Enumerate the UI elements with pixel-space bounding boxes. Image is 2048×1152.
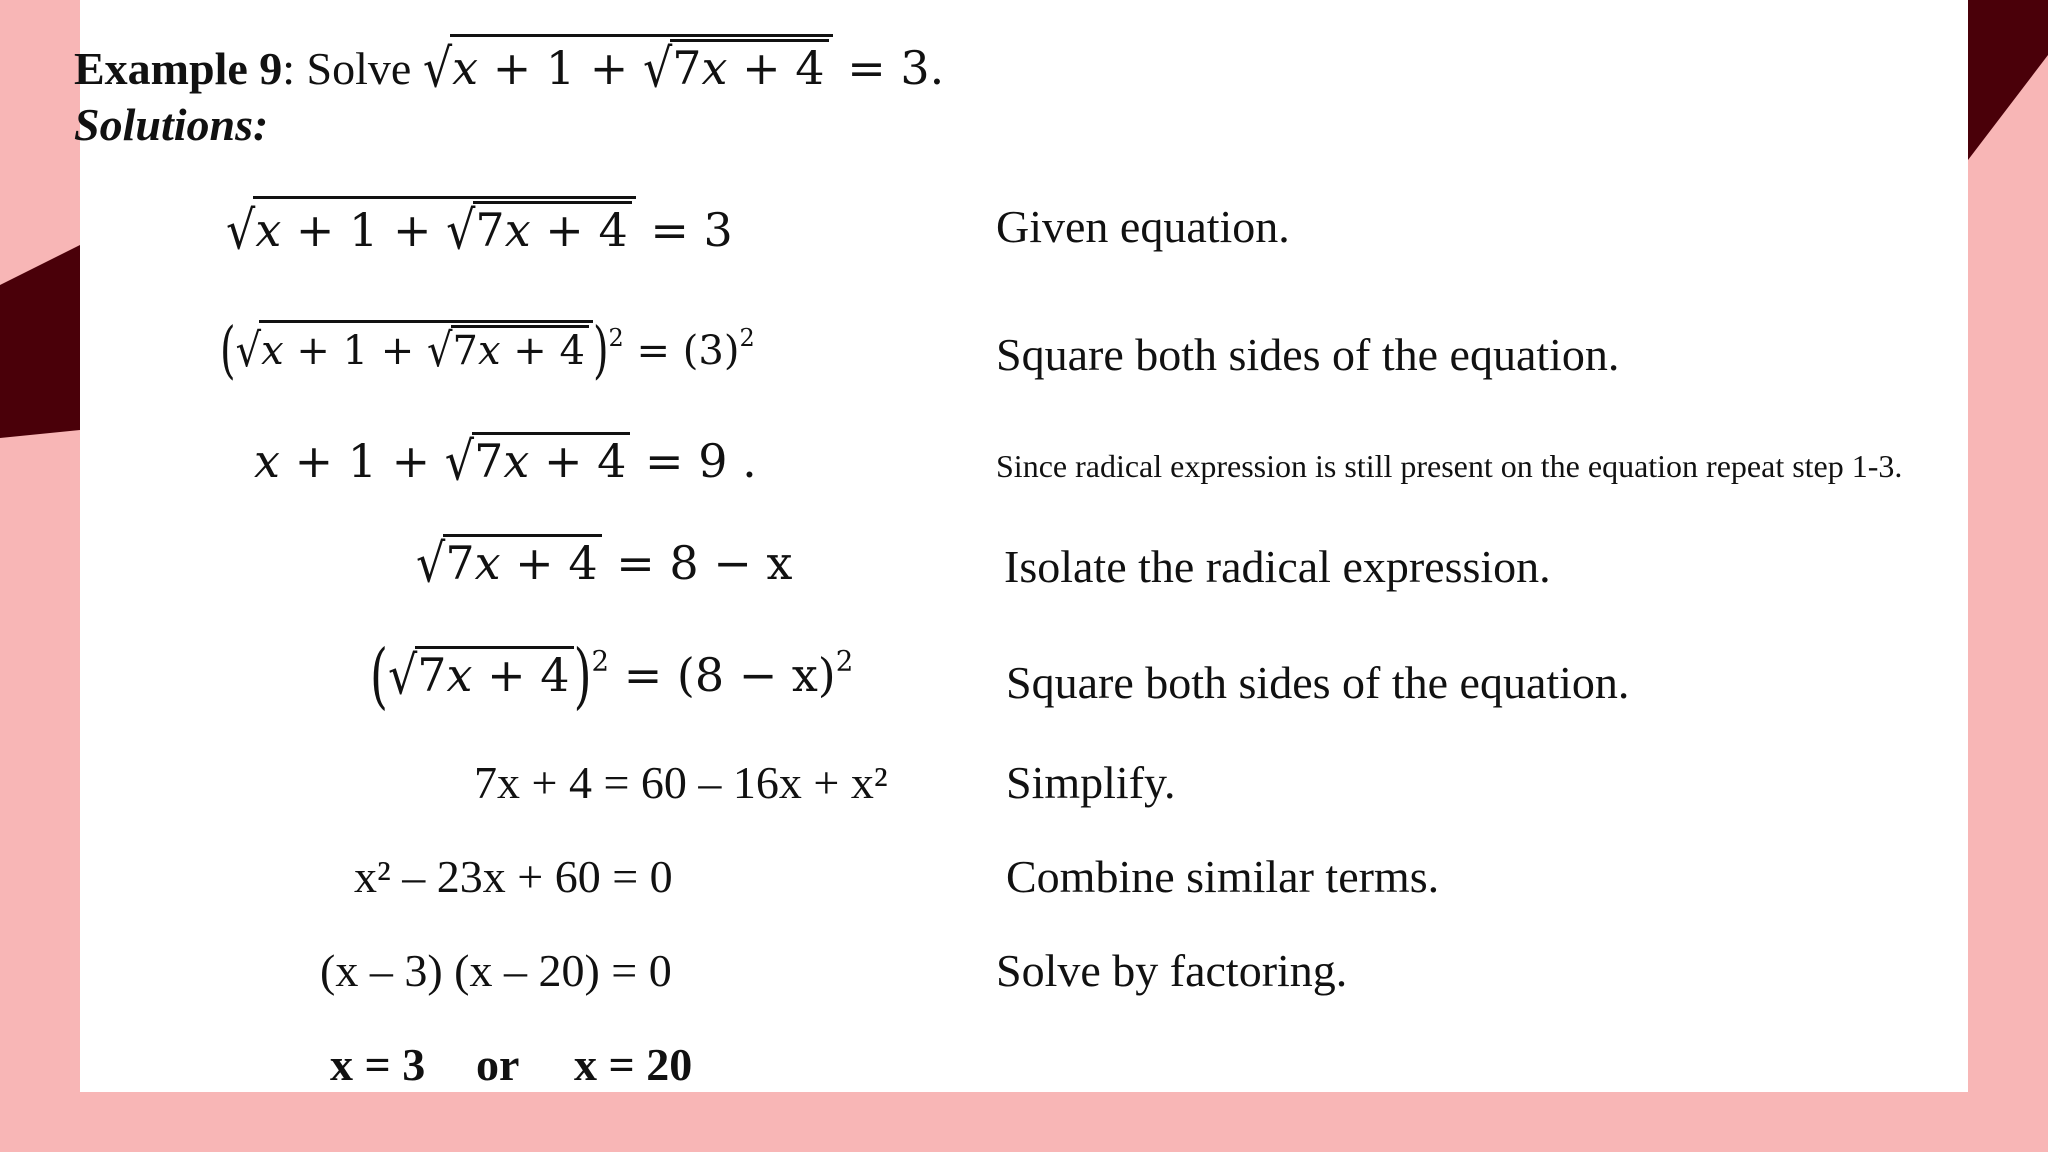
step-3-rhs: = 9 . bbox=[645, 434, 757, 488]
final-answer-or: or bbox=[476, 1039, 520, 1090]
step-8-description: Solve by factoring. bbox=[996, 945, 1348, 996]
step-5-rhs: = (8 − x) bbox=[623, 648, 836, 702]
step-7-description: Combine similar terms. bbox=[1006, 851, 1440, 902]
step-5-description: Square both sides of the equation. bbox=[1006, 657, 1630, 708]
solve-prefix: : Solve bbox=[282, 43, 412, 94]
solutions-colon: : bbox=[253, 99, 269, 150]
step-1-description: Given equation. bbox=[996, 201, 1290, 252]
problem-equation-rhs: = 3. bbox=[847, 41, 945, 95]
step-7-equation: x² – 23x + 60 = 0 bbox=[354, 851, 673, 902]
step-8-equation: (x – 3) (x – 20) = 0 bbox=[320, 945, 672, 996]
step-3-description: Since radical expression is still present on the equation repeat step 1-3. bbox=[996, 448, 1903, 484]
solutions-heading bbox=[74, 98, 268, 151]
step-2-equation: (√x + 1 + √7x + 4 )$^2 = (3)^2$ bbox=[220, 315, 755, 387]
step-4-rhs: = 8 − x bbox=[616, 536, 793, 590]
final-answer-x3: x = 3 bbox=[330, 1039, 426, 1090]
step-1-equation: √x + 1 + √7x + 4 = 3 bbox=[226, 196, 733, 257]
step-2-description: Square both sides of the equation. bbox=[996, 329, 1620, 380]
step-6-description: Simplify. bbox=[1006, 757, 1176, 808]
example-title bbox=[74, 34, 945, 100]
step-2-rhs: = (3) bbox=[636, 328, 740, 374]
step-3-equation: x + 1 + √7x + 4 = 9 . bbox=[254, 429, 757, 493]
step-1-rhs: = 3 bbox=[650, 203, 733, 257]
problem-equation: √x + 1 + √7x + 4 = 3. bbox=[423, 41, 944, 95]
solutions-label: Solutions bbox=[74, 99, 253, 150]
step-4-equation: √7x + 4 = 8 − x bbox=[416, 531, 793, 595]
final-answer-x20: x = 20 bbox=[574, 1039, 693, 1090]
step-6-equation: 7x + 4 = 60 – 16x + x² bbox=[474, 757, 888, 808]
step-5-equation: $(√7x + 4)^2 = (8 - x)^2$ bbox=[370, 633, 854, 717]
example-label: Example 9 bbox=[74, 43, 283, 94]
step-4-description: Isolate the radical expression. bbox=[1004, 541, 1551, 592]
